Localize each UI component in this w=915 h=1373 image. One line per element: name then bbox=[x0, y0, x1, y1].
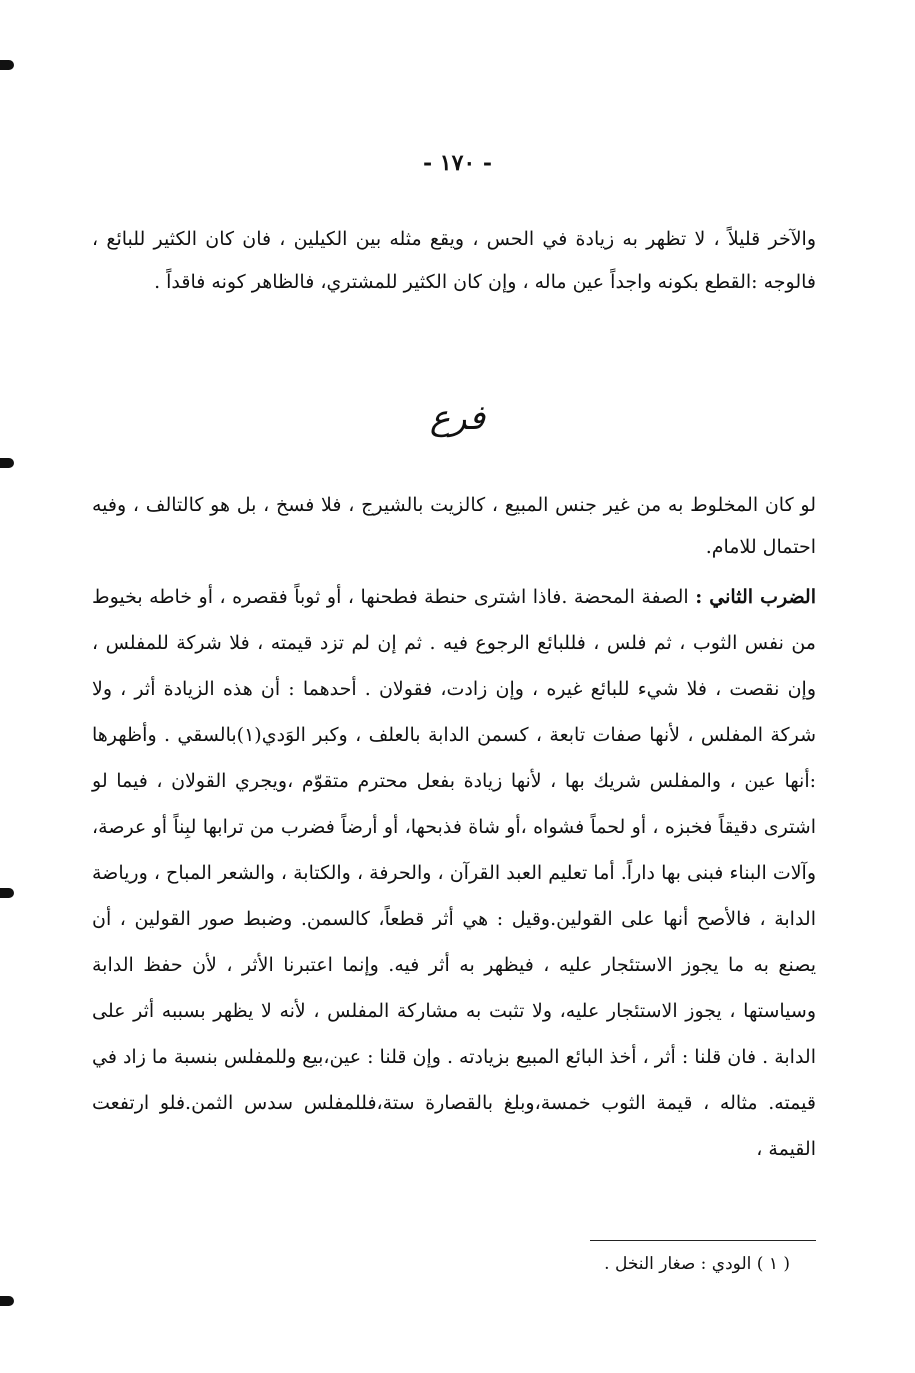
page-number: - ١٧٠ - bbox=[422, 150, 493, 176]
page-edge-mark bbox=[0, 1296, 14, 1306]
first-paragraph-text: لو كان المخلوط به من غير جنس المبيع ، كالزيت بالشيرج ، فلا فسخ ، بل هو كالتالف ، وفيه احتمال للامام. bbox=[92, 494, 816, 558]
intro-text: والآخر قليلاً ، لا تظهر به زيادة في الحس ، ويقع مثله بين الكيلين ، فان كان الكثير للبائع ، فالوجه :القطع بكونه واجداً عين ماله ، وإن كان الكثير للمشتري، فالظاهر كونه فاقداً . bbox=[92, 228, 816, 293]
main-paragraph-lead: الضرب الثاني : bbox=[695, 586, 816, 608]
main-paragraph-text: الصفة المحضة .فاذا اشترى حنطة فطحنها ، أو ثوباً فقصره ، أو خاطه بخيوط من نفس الثوب ، ثم فلس ، فللبائع الرجوع فيه . ثم إن لم تزد قيمته ، فلا شركة للمفلس ، وإن نقصت ، فلا شيء للبائع غيره ، وإن زادت، فقولان . أحدهما : أن هذه الزيادة أثر ، ولا شركة المفلس ، لأنها صفات تابعة ، كسمن الدابة بالعلف ، وكبر الوَدي(١)بالسقي . وأظهرها :أنها عين ، والمفلس شريك بها ، لأنها زيادة بفعل محترم متقوّم ،ويجري القولان ، فيما لو اشترى دقيقاً فخبزه ، أو لحماً فشواه ،أو شاة فذبحها، أو أرضاً فضرب من ترابها لبِناً أو عرصة، وآلات البناء فبنى بها داراً. أما تعليم العبد القرآن ، والحرفة ، والكتابة ، والشعر المباح ، ورياضة الدابة ، فالأصح أنها على القولين.وقيل : هي أثر قطعاً، كالسمن. وضبط صور القولين ، أن يصنع به ما يجوز الاستئجار عليه ، فيظهر به أثر فيه. وإنما اعتبرنا الأثر ، لأن حفظ الدابة وسياستها ، يجوز الاستئجار عليه، ولا تثبت به مشاركة المفلس ، لأنه لا يظهر بسببه أثر على الدابة . فان قلنا : أثر ، أخذ البائع المبيع بزيادته . وإن قلنا : عين،بيع وللمفلس بنسبة ما زاد في قيمته. مثاله ، قيمة الثوب خمسة،وبلغ بالقصارة ستة،فللمفلس سدس الثمن.فلو ارتفعت القيمة ، bbox=[92, 586, 816, 1160]
main-paragraph bbox=[92, 574, 816, 1172]
intro-paragraph bbox=[92, 218, 816, 304]
section-heading: فرع bbox=[429, 398, 486, 438]
footnote-divider bbox=[590, 1240, 816, 1241]
page-edge-mark bbox=[0, 888, 14, 898]
first-paragraph bbox=[92, 484, 816, 568]
footnote: ( ١ ) الودي : صغار النخل . bbox=[604, 1254, 790, 1274]
page-edge-mark bbox=[0, 60, 14, 70]
main-paragraph-body bbox=[92, 574, 816, 1172]
page-edge-mark bbox=[0, 458, 14, 468]
